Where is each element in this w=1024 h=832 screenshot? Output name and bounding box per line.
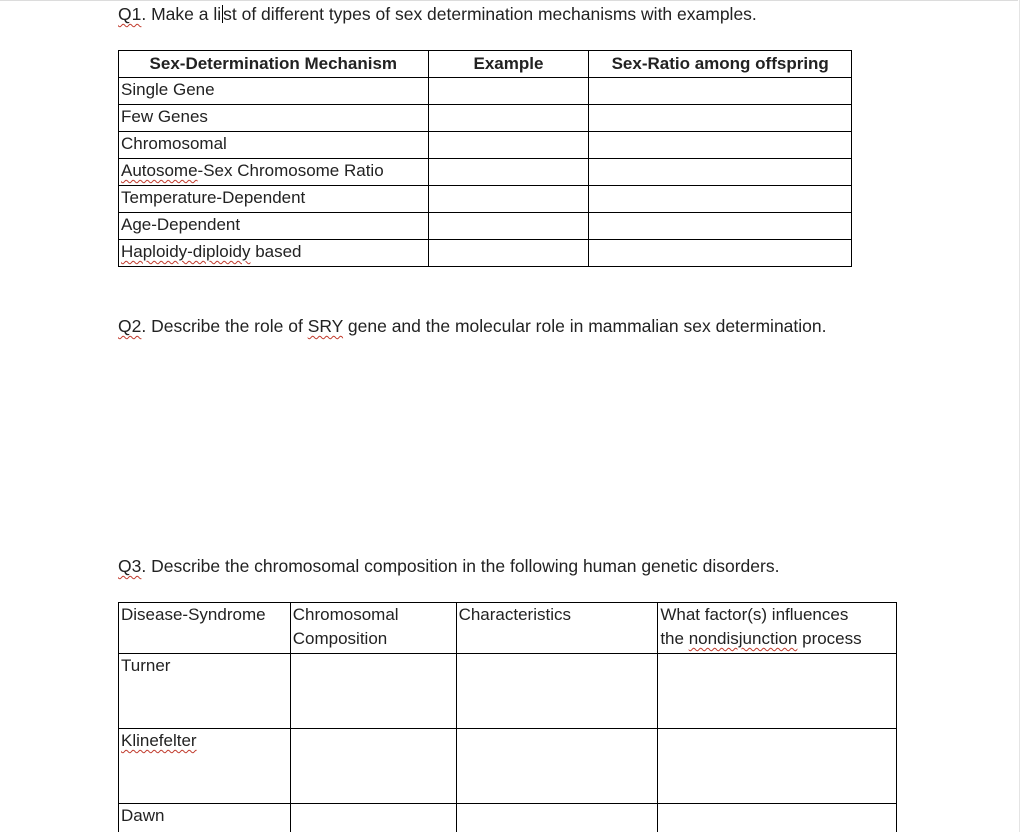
header-factors-line2-prefix: the [660,629,689,648]
characteristics-cell[interactable] [456,804,658,832]
table-row [119,213,852,240]
table-row [119,159,852,186]
sex-ratio-cell[interactable] [589,132,852,159]
disorders-table[interactable] [118,602,897,832]
table-row [119,654,897,729]
mechanism-cell[interactable] [119,240,429,267]
mechanism-text: -Sex Chromosome Ratio [197,161,384,180]
question-2-text-a: . Describe the role of [141,316,308,336]
question-3[interactable] [118,555,779,577]
example-cell[interactable] [428,159,589,186]
example-cell[interactable] [428,78,589,105]
mechanism-cell[interactable]: Age-Dependent [119,213,429,240]
sex-ratio-cell[interactable] [589,159,852,186]
example-cell[interactable] [428,213,589,240]
sex-ratio-cell[interactable] [589,105,852,132]
disease-text-flagged: Klinefelter [121,731,197,750]
question-2[interactable] [118,315,827,337]
mechanism-cell[interactable] [119,159,429,186]
sex-ratio-cell[interactable] [589,240,852,267]
example-cell[interactable] [428,105,589,132]
table-row [119,78,852,105]
header-example: Example [428,51,589,78]
factors-cell[interactable] [658,804,897,832]
header-factors[interactable] [658,603,897,654]
header-composition-line1: Chromosomal [292,605,399,624]
factors-cell[interactable] [658,729,897,804]
table-row [119,804,897,832]
mechanisms-table[interactable] [118,50,852,267]
mechanism-cell[interactable]: Single Gene [119,78,429,105]
mechanism-text: based [250,242,302,261]
header-factors-line2-suffix: process [797,629,862,648]
question-3-label: Q3 [118,556,142,576]
mechanism-cell[interactable]: Temperature-Dependent [119,186,429,213]
table-row [119,105,852,132]
question-2-text-b: gene and the molecular role in mammalian sex determination. [343,316,827,336]
disease-cell[interactable]: Turner [119,654,291,729]
characteristics-cell[interactable] [456,729,658,804]
page-right-edge [1019,0,1020,832]
table-row [119,132,852,159]
question-1-text-a: . Make a li [141,4,222,24]
mechanism-text-flagged: Haploidy-diploidy [121,242,251,261]
header-mechanism: Sex-Determination Mechanism [119,51,429,78]
example-cell[interactable] [428,186,589,213]
header-factors-line1: What factor(s) influences [660,605,849,624]
table-row [119,186,852,213]
table-row [119,729,897,804]
disease-cell[interactable]: Dawn [119,804,291,832]
header-disease[interactable]: Disease-Syndrome [119,603,291,654]
header-characteristics[interactable]: Characteristics [456,603,658,654]
question-1[interactable] [118,3,757,25]
mechanism-cell[interactable]: Few Genes [119,105,429,132]
header-composition[interactable] [290,603,456,654]
mechanism-cell[interactable]: Chromosomal [119,132,429,159]
sex-ratio-cell[interactable] [589,213,852,240]
header-composition-line2: Composition [292,629,388,648]
composition-cell[interactable] [290,729,456,804]
header-sex-ratio: Sex-Ratio among offspring [589,51,852,78]
question-2-term: SRY [307,316,344,336]
mechanism-text-flagged: Autosome [121,161,198,180]
table-header-row [119,51,852,78]
composition-cell[interactable] [290,654,456,729]
header-factors-term: nondisjunction [688,629,798,648]
composition-cell[interactable] [290,804,456,832]
example-cell[interactable] [428,240,589,267]
question-1-text-b: st of different types of sex determination mechanisms with examples. [223,4,757,24]
factors-cell[interactable] [658,654,897,729]
characteristics-cell[interactable] [456,654,658,729]
disease-cell[interactable] [119,729,291,804]
example-cell[interactable] [428,132,589,159]
sex-ratio-cell[interactable] [589,186,852,213]
question-2-label: Q2 [118,316,142,336]
table-row [119,240,852,267]
question-3-text: . Describe the chromosomal composition in the following human genetic disorders. [141,556,780,576]
page-top-edge [0,0,1018,1]
sex-ratio-cell[interactable] [589,78,852,105]
table-header-row [119,603,897,654]
question-1-label: Q1 [118,4,142,24]
